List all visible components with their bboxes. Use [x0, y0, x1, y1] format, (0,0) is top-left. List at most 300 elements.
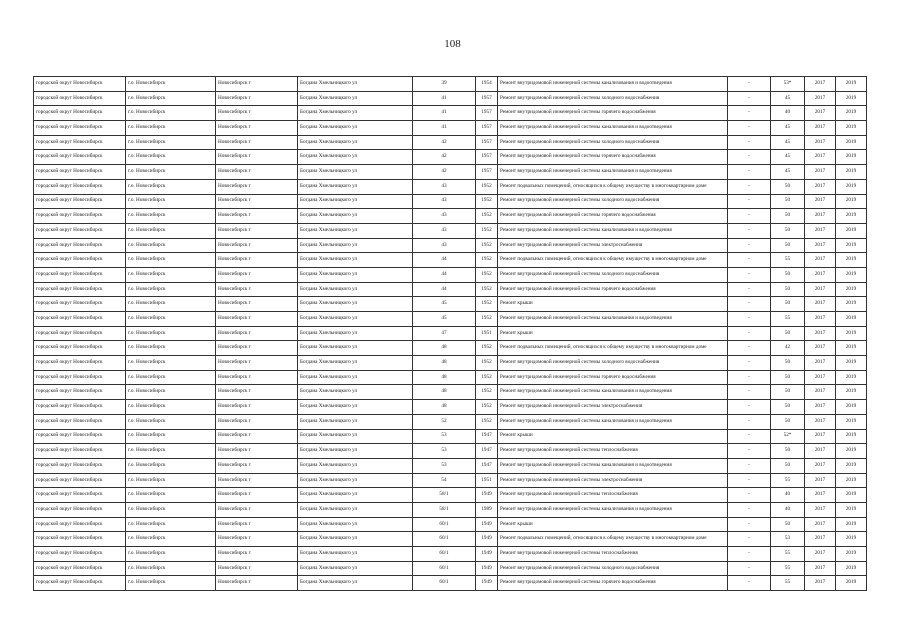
house-number-cell: 60/1 [413, 561, 476, 576]
work-type-cell: Ремонт внутридомовой инженерной системы канализования и водоотведения [498, 502, 728, 517]
quantity-cell: 45 [771, 121, 805, 136]
start-year-cell: 2017 [805, 297, 836, 312]
city-cell: Новосибирск г [216, 194, 298, 209]
repair-schedule-table [33, 76, 867, 591]
start-year-cell: 2017 [805, 444, 836, 459]
district-cell: г.о. Новосибирск [126, 356, 216, 371]
district-cell: г.о. Новосибирск [126, 297, 216, 312]
house-number-cell: 42 [413, 135, 476, 150]
municipality-cell: городской округ Новосибирск [34, 444, 126, 459]
quantity-cell: 50 [771, 209, 805, 224]
municipality-cell: городской округ Новосибирск [34, 238, 126, 253]
end-year-cell: 2019 [836, 488, 867, 503]
end-year-cell: 2019 [836, 576, 867, 591]
table-row [34, 444, 867, 459]
city-cell: Новосибирск г [216, 385, 298, 400]
house-number-cell: 47 [413, 326, 476, 341]
city-cell: Новосибирск г [216, 502, 298, 517]
start-year-cell: 2017 [805, 77, 836, 92]
district-cell: г.о. Новосибирск [126, 267, 216, 282]
municipality-cell: городской округ Новосибирск [34, 414, 126, 429]
table-row [34, 150, 867, 165]
house-number-cell: 58/1 [413, 502, 476, 517]
municipality-cell: городской округ Новосибирск [34, 400, 126, 415]
house-number-cell: 53 [413, 444, 476, 459]
year-built-cell: 1949 [476, 517, 498, 532]
start-year-cell: 2017 [805, 91, 836, 106]
quantity-cell: 50 [771, 267, 805, 282]
house-number-cell: 39 [413, 77, 476, 92]
start-year-cell: 2017 [805, 488, 836, 503]
quantity-cell: 50 [771, 385, 805, 400]
start-year-cell: 2017 [805, 400, 836, 415]
end-year-cell: 2019 [836, 312, 867, 327]
work-type-cell: Ремонт внутридомовой инженерной системы теплоснабжения [498, 444, 728, 459]
table-row [34, 297, 867, 312]
end-year-cell: 2019 [836, 547, 867, 562]
year-built-cell: 1954 [476, 77, 498, 92]
street-cell: Богдана Хмельницкого ул [298, 312, 413, 327]
table-row [34, 121, 867, 136]
quantity-cell: 45 [771, 165, 805, 180]
quantity-cell: 50 [771, 194, 805, 209]
empty-cell: - [728, 77, 771, 92]
empty-cell: - [728, 135, 771, 150]
year-built-cell: 1947 [476, 429, 498, 444]
page-number: 108 [444, 38, 461, 50]
quantity-cell: 53 [771, 532, 805, 547]
year-built-cell: 1952 [476, 238, 498, 253]
house-number-cell: 43 [413, 179, 476, 194]
end-year-cell: 2019 [836, 165, 867, 180]
city-cell: Новосибирск г [216, 91, 298, 106]
city-cell: Новосибирск г [216, 238, 298, 253]
start-year-cell: 2017 [805, 282, 836, 297]
district-cell: г.о. Новосибирск [126, 77, 216, 92]
house-number-cell: 48 [413, 400, 476, 415]
house-number-cell: 53 [413, 429, 476, 444]
empty-cell: - [728, 400, 771, 415]
district-cell: г.о. Новосибирск [126, 429, 216, 444]
street-cell: Богдана Хмельницкого ул [298, 458, 413, 473]
quantity-cell: 55 [771, 312, 805, 327]
end-year-cell: 2019 [836, 106, 867, 121]
city-cell: Новосибирск г [216, 150, 298, 165]
table-row [34, 179, 867, 194]
house-number-cell: 45 [413, 312, 476, 327]
year-built-cell: 1952 [476, 370, 498, 385]
street-cell: Богдана Хмельницкого ул [298, 473, 413, 488]
work-type-cell: Ремонт внутридомовой инженерной системы канализования и водоотведения [498, 223, 728, 238]
table-row [34, 576, 867, 591]
empty-cell: - [728, 150, 771, 165]
district-cell: г.о. Новосибирск [126, 547, 216, 562]
municipality-cell: городской округ Новосибирск [34, 253, 126, 268]
quantity-cell: 50 [771, 444, 805, 459]
quantity-cell: 50 [771, 238, 805, 253]
district-cell: г.о. Новосибирск [126, 282, 216, 297]
year-built-cell: 1949 [476, 561, 498, 576]
year-built-cell: 1949 [476, 547, 498, 562]
year-built-cell: 1989 [476, 502, 498, 517]
year-built-cell: 1949 [476, 576, 498, 591]
work-type-cell: Ремонт внутридомовой инженерной системы канализования и водоотведения [498, 121, 728, 136]
year-built-cell: 1949 [476, 532, 498, 547]
table-row [34, 135, 867, 150]
table-row [34, 502, 867, 517]
municipality-cell: городской округ Новосибирск [34, 165, 126, 180]
end-year-cell: 2019 [836, 179, 867, 194]
house-number-cell: 60/1 [413, 576, 476, 591]
quantity-cell: 50 [771, 356, 805, 371]
quantity-cell: 53* [771, 77, 805, 92]
table-row [34, 385, 867, 400]
table-row [34, 517, 867, 532]
empty-cell: - [728, 297, 771, 312]
table-row [34, 253, 867, 268]
district-cell: г.о. Новосибирск [126, 385, 216, 400]
year-built-cell: 1957 [476, 121, 498, 136]
street-cell: Богдана Хмельницкого ул [298, 356, 413, 371]
street-cell: Богдана Хмельницкого ул [298, 121, 413, 136]
work-type-cell: Ремонт внутридомовой инженерной системы электроснабжения [498, 238, 728, 253]
city-cell: Новосибирск г [216, 532, 298, 547]
year-built-cell: 1947 [476, 458, 498, 473]
city-cell: Новосибирск г [216, 121, 298, 136]
municipality-cell: городской округ Новосибирск [34, 547, 126, 562]
municipality-cell: городской округ Новосибирск [34, 473, 126, 488]
city-cell: Новосибирск г [216, 341, 298, 356]
table-row [34, 326, 867, 341]
district-cell: г.о. Новосибирск [126, 400, 216, 415]
street-cell: Богдана Хмельницкого ул [298, 253, 413, 268]
end-year-cell: 2019 [836, 517, 867, 532]
city-cell: Новосибирск г [216, 106, 298, 121]
city-cell: Новосибирск г [216, 77, 298, 92]
work-type-cell: Ремонт подвальных помещений, относящихся к общему имуществу в многоквартирном доме [498, 179, 728, 194]
end-year-cell: 2019 [836, 370, 867, 385]
work-type-cell: Ремонт внутридомовой инженерной системы горячего водоснабжения [498, 370, 728, 385]
street-cell: Богдана Хмельницкого ул [298, 561, 413, 576]
district-cell: г.о. Новосибирск [126, 488, 216, 503]
year-built-cell: 1957 [476, 150, 498, 165]
end-year-cell: 2019 [836, 473, 867, 488]
street-cell: Богдана Хмельницкого ул [298, 341, 413, 356]
city-cell: Новосибирск г [216, 400, 298, 415]
work-type-cell: Ремонт внутридомовой инженерной системы холодного водоснабжения [498, 135, 728, 150]
start-year-cell: 2017 [805, 414, 836, 429]
district-cell: г.о. Новосибирск [126, 341, 216, 356]
start-year-cell: 2017 [805, 532, 836, 547]
table-row [34, 532, 867, 547]
empty-cell: - [728, 458, 771, 473]
street-cell: Богдана Хмельницкого ул [298, 267, 413, 282]
district-cell: г.о. Новосибирск [126, 561, 216, 576]
district-cell: г.о. Новосибирск [126, 326, 216, 341]
city-cell: Новосибирск г [216, 356, 298, 371]
quantity-cell: 40 [771, 106, 805, 121]
empty-cell: - [728, 547, 771, 562]
district-cell: г.о. Новосибирск [126, 106, 216, 121]
year-built-cell: 1952 [476, 385, 498, 400]
street-cell: Богдана Хмельницкого ул [298, 223, 413, 238]
year-built-cell: 1952 [476, 356, 498, 371]
table-row [34, 312, 867, 327]
start-year-cell: 2017 [805, 194, 836, 209]
start-year-cell: 2017 [805, 385, 836, 400]
city-cell: Новосибирск г [216, 253, 298, 268]
empty-cell: - [728, 488, 771, 503]
work-type-cell: Ремонт внутридомовой инженерной системы теплоснабжения [498, 488, 728, 503]
work-type-cell: Ремонт подвальных помещений, относящихся к общему имуществу в многоквартирном доме [498, 253, 728, 268]
start-year-cell: 2017 [805, 356, 836, 371]
city-cell: Новосибирск г [216, 179, 298, 194]
street-cell: Богдана Хмельницкого ул [298, 444, 413, 459]
start-year-cell: 2017 [805, 341, 836, 356]
table-row [34, 282, 867, 297]
quantity-cell: 50 [771, 223, 805, 238]
table-row [34, 209, 867, 224]
start-year-cell: 2017 [805, 179, 836, 194]
empty-cell: - [728, 179, 771, 194]
year-built-cell: 1952 [476, 194, 498, 209]
house-number-cell: 53 [413, 458, 476, 473]
district-cell: г.о. Новосибирск [126, 444, 216, 459]
empty-cell: - [728, 341, 771, 356]
work-type-cell: Ремонт внутридомовой инженерной системы холодного водоснабжения [498, 561, 728, 576]
district-cell: г.о. Новосибирск [126, 473, 216, 488]
table-row [34, 414, 867, 429]
work-type-cell: Ремонт внутридомовой инженерной системы канализования и водоотведения [498, 312, 728, 327]
start-year-cell: 2017 [805, 429, 836, 444]
district-cell: г.о. Новосибирск [126, 135, 216, 150]
year-built-cell: 1952 [476, 414, 498, 429]
district-cell: г.о. Новосибирск [126, 370, 216, 385]
street-cell: Богдана Хмельницкого ул [298, 135, 413, 150]
house-number-cell: 60/1 [413, 517, 476, 532]
start-year-cell: 2017 [805, 312, 836, 327]
municipality-cell: городской округ Новосибирск [34, 297, 126, 312]
end-year-cell: 2019 [836, 444, 867, 459]
quantity-cell: 50 [771, 282, 805, 297]
year-built-cell: 1947 [476, 444, 498, 459]
empty-cell: - [728, 561, 771, 576]
municipality-cell: городской округ Новосибирск [34, 385, 126, 400]
quantity-cell: 55 [771, 561, 805, 576]
table-row [34, 561, 867, 576]
municipality-cell: городской округ Новосибирск [34, 282, 126, 297]
municipality-cell: городской округ Новосибирск [34, 121, 126, 136]
street-cell: Богдана Хмельницкого ул [298, 150, 413, 165]
quantity-cell: 50 [771, 517, 805, 532]
year-built-cell: 1957 [476, 165, 498, 180]
quantity-cell: 45 [771, 150, 805, 165]
year-built-cell: 1957 [476, 106, 498, 121]
work-type-cell: Ремонт внутридомовой инженерной системы канализования и водоотведения [498, 165, 728, 180]
start-year-cell: 2017 [805, 576, 836, 591]
municipality-cell: городской округ Новосибирск [34, 356, 126, 371]
quantity-cell: 40 [771, 502, 805, 517]
municipality-cell: городской округ Новосибирск [34, 532, 126, 547]
municipality-cell: городской округ Новосибирск [34, 91, 126, 106]
end-year-cell: 2019 [836, 561, 867, 576]
work-type-cell: Ремонт подвальных помещений, относящихся к общему имуществу в многоквартирном доме [498, 532, 728, 547]
house-number-cell: 43 [413, 194, 476, 209]
empty-cell: - [728, 194, 771, 209]
municipality-cell: городской округ Новосибирск [34, 312, 126, 327]
street-cell: Богдана Хмельницкого ул [298, 282, 413, 297]
table-row [34, 400, 867, 415]
house-number-cell: 41 [413, 121, 476, 136]
municipality-cell: городской округ Новосибирск [34, 223, 126, 238]
year-built-cell: 1952 [476, 312, 498, 327]
work-type-cell: Ремонт внутридомовой инженерной системы горячего водоснабжения [498, 209, 728, 224]
house-number-cell: 42 [413, 150, 476, 165]
district-cell: г.о. Новосибирск [126, 517, 216, 532]
city-cell: Новосибирск г [216, 267, 298, 282]
house-number-cell: 48 [413, 370, 476, 385]
city-cell: Новосибирск г [216, 488, 298, 503]
empty-cell: - [728, 414, 771, 429]
city-cell: Новосибирск г [216, 209, 298, 224]
municipality-cell: городской округ Новосибирск [34, 458, 126, 473]
table-row [34, 429, 867, 444]
start-year-cell: 2017 [805, 547, 836, 562]
work-type-cell: Ремонт внутридомовой инженерной системы канализования и водоотведения [498, 77, 728, 92]
empty-cell: - [728, 473, 771, 488]
municipality-cell: городской округ Новосибирск [34, 194, 126, 209]
start-year-cell: 2017 [805, 106, 836, 121]
work-type-cell: Ремонт внутридомовой инженерной системы электроснабжения [498, 473, 728, 488]
district-cell: г.о. Новосибирск [126, 253, 216, 268]
district-cell: г.о. Новосибирск [126, 576, 216, 591]
municipality-cell: городской округ Новосибирск [34, 561, 126, 576]
work-type-cell: Ремонт внутридомовой инженерной системы теплоснабжения [498, 547, 728, 562]
municipality-cell: городской округ Новосибирск [34, 150, 126, 165]
city-cell: Новосибирск г [216, 282, 298, 297]
quantity-cell: 50 [771, 400, 805, 415]
house-number-cell: 41 [413, 91, 476, 106]
start-year-cell: 2017 [805, 209, 836, 224]
table-row [34, 267, 867, 282]
empty-cell: - [728, 429, 771, 444]
city-cell: Новосибирск г [216, 135, 298, 150]
district-cell: г.о. Новосибирск [126, 458, 216, 473]
quantity-cell: 50 [771, 414, 805, 429]
work-type-cell: Ремонт внутридомовой инженерной системы горячего водоснабжения [498, 150, 728, 165]
work-type-cell: Ремонт внутридомовой инженерной системы канализования и водоотведения [498, 385, 728, 400]
municipality-cell: городской округ Новосибирск [34, 209, 126, 224]
work-type-cell: Ремонт внутридомовой инженерной системы холодного водоснабжения [498, 356, 728, 371]
street-cell: Богдана Хмельницкого ул [298, 238, 413, 253]
end-year-cell: 2019 [836, 532, 867, 547]
municipality-cell: городской округ Новосибирск [34, 326, 126, 341]
table-row [34, 238, 867, 253]
table-row [34, 458, 867, 473]
year-built-cell: 1952 [476, 341, 498, 356]
street-cell: Богдана Хмельницкого ул [298, 165, 413, 180]
empty-cell: - [728, 106, 771, 121]
table-row [34, 356, 867, 371]
empty-cell: - [728, 444, 771, 459]
municipality-cell: городской округ Новосибирск [34, 179, 126, 194]
start-year-cell: 2017 [805, 473, 836, 488]
empty-cell: - [728, 312, 771, 327]
end-year-cell: 2019 [836, 194, 867, 209]
year-built-cell: 1952 [476, 179, 498, 194]
table-row [34, 223, 867, 238]
year-built-cell: 1951 [476, 326, 498, 341]
work-type-cell: Ремонт внутридомовой инженерной системы холодного водоснабжения [498, 194, 728, 209]
empty-cell: - [728, 165, 771, 180]
empty-cell: - [728, 370, 771, 385]
street-cell: Богдана Хмельницкого ул [298, 502, 413, 517]
year-built-cell: 1952 [476, 253, 498, 268]
empty-cell: - [728, 385, 771, 400]
house-number-cell: 41 [413, 106, 476, 121]
end-year-cell: 2019 [836, 458, 867, 473]
work-type-cell: Ремонт внутридомовой инженерной системы канализования и водоотведения [498, 458, 728, 473]
quantity-cell: 55 [771, 473, 805, 488]
start-year-cell: 2017 [805, 150, 836, 165]
start-year-cell: 2017 [805, 370, 836, 385]
district-cell: г.о. Новосибирск [126, 532, 216, 547]
work-type-cell: Ремонт крыши [498, 429, 728, 444]
city-cell: Новосибирск г [216, 561, 298, 576]
district-cell: г.о. Новосибирск [126, 194, 216, 209]
district-cell: г.о. Новосибирск [126, 238, 216, 253]
empty-cell: - [728, 282, 771, 297]
work-type-cell: Ремонт подвальных помещений, относящихся к общему имуществу в многоквартирном доме [498, 341, 728, 356]
municipality-cell: городской округ Новосибирск [34, 488, 126, 503]
end-year-cell: 2019 [836, 502, 867, 517]
start-year-cell: 2017 [805, 502, 836, 517]
street-cell: Богдана Хмельницкого ул [298, 400, 413, 415]
quantity-cell: 42 [771, 341, 805, 356]
city-cell: Новосибирск г [216, 458, 298, 473]
house-number-cell: 52 [413, 414, 476, 429]
empty-cell: - [728, 267, 771, 282]
house-number-cell: 45 [413, 297, 476, 312]
work-type-cell: Ремонт внутридомовой инженерной системы электроснабжения [498, 400, 728, 415]
municipality-cell: городской округ Новосибирск [34, 502, 126, 517]
quantity-cell: 50 [771, 458, 805, 473]
municipality-cell: городской округ Новосибирск [34, 370, 126, 385]
district-cell: г.о. Новосибирск [126, 179, 216, 194]
street-cell: Богдана Хмельницкого ул [298, 106, 413, 121]
street-cell: Богдана Хмельницкого ул [298, 194, 413, 209]
work-type-cell: Ремонт внутридомовой инженерной системы горячего водоснабжения [498, 282, 728, 297]
end-year-cell: 2019 [836, 91, 867, 106]
street-cell: Богдана Хмельницкого ул [298, 517, 413, 532]
city-cell: Новосибирск г [216, 429, 298, 444]
end-year-cell: 2019 [836, 282, 867, 297]
house-number-cell: 43 [413, 238, 476, 253]
empty-cell: - [728, 209, 771, 224]
end-year-cell: 2019 [836, 135, 867, 150]
quantity-cell: 50 [771, 297, 805, 312]
city-cell: Новосибирск г [216, 312, 298, 327]
end-year-cell: 2019 [836, 341, 867, 356]
house-number-cell: 44 [413, 267, 476, 282]
city-cell: Новосибирск г [216, 165, 298, 180]
city-cell: Новосибирск г [216, 473, 298, 488]
empty-cell: - [728, 532, 771, 547]
start-year-cell: 2017 [805, 223, 836, 238]
city-cell: Новосибирск г [216, 370, 298, 385]
table-row [34, 106, 867, 121]
municipality-cell: городской округ Новосибирск [34, 135, 126, 150]
